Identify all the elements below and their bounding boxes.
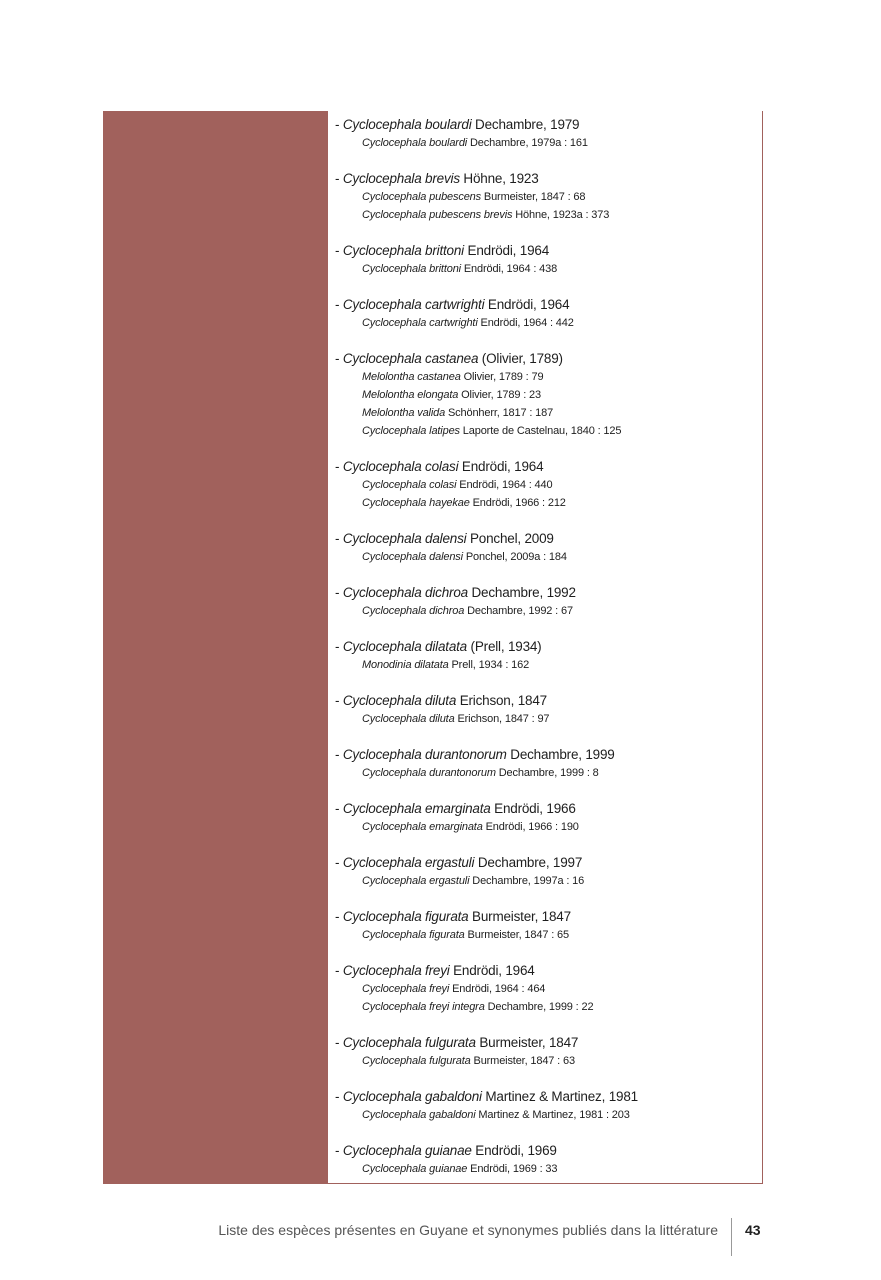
list-dash: - <box>335 909 343 924</box>
list-dash: - <box>335 855 343 870</box>
synonym-name: Cyclocephala fulgurata <box>362 1055 471 1067</box>
list-dash: - <box>335 351 343 366</box>
synonym-line <box>335 872 755 890</box>
synonym-line <box>335 368 755 386</box>
species-entry <box>335 692 755 746</box>
synonym-reference: Endrödi, 1964 : 464 <box>449 983 546 995</box>
page-number: 43 <box>745 1222 761 1238</box>
species-heading <box>335 584 755 602</box>
species-name: Cyclocephala brevis <box>342 171 460 186</box>
synonym-line <box>335 710 755 728</box>
species-name: Cyclocephala gabaldoni <box>342 1089 482 1104</box>
synonym-reference: Erichson, 1847 : 97 <box>454 713 550 725</box>
species-author: Dechambre, 1992 <box>467 585 576 600</box>
species-name: Cyclocephala cartwrighti <box>342 297 485 312</box>
species-author: Dechambre, 1997 <box>474 855 583 870</box>
list-dash: - <box>335 243 343 258</box>
synonym-name: Cyclocephala pubescens brevis <box>362 209 513 221</box>
synonym-line <box>335 1106 755 1124</box>
synonym-name: Cyclocephala figurata <box>362 929 465 941</box>
species-entry <box>335 458 755 530</box>
species-entry <box>335 746 755 800</box>
species-entry <box>335 350 755 458</box>
synonym-line <box>335 656 755 674</box>
species-author: (Olivier, 1789) <box>478 351 563 366</box>
synonym-reference: Dechambre, 1992 : 67 <box>464 605 573 617</box>
synonym-name: Cyclocephala emarginata <box>362 821 483 833</box>
species-heading <box>335 1034 755 1052</box>
synonym-name: Cyclocephala boulardi <box>362 137 468 149</box>
synonym-line <box>335 1052 755 1070</box>
synonym-name: Melolontha castanea <box>362 371 461 383</box>
species-author: Endrödi, 1964 <box>463 243 550 258</box>
synonym-name: Melolontha valida <box>362 407 446 419</box>
synonym-reference: Endrödi, 1966 : 212 <box>469 497 566 509</box>
species-author: Erichson, 1847 <box>456 693 547 708</box>
synonym-reference: Endrödi, 1964 : 438 <box>460 263 558 275</box>
species-heading <box>335 1142 755 1160</box>
species-entry <box>335 1088 755 1142</box>
species-heading <box>335 116 755 134</box>
synonym-line <box>335 1160 755 1178</box>
synonym-name: Cyclocephala diluta <box>362 713 455 725</box>
list-dash: - <box>335 1089 343 1104</box>
synonym-reference: Ponchel, 2009a : 184 <box>462 551 567 563</box>
synonym-name: Cyclocephala freyi <box>362 983 450 995</box>
species-name: Cyclocephala brittoni <box>342 243 464 258</box>
species-name: Cyclocephala figurata <box>342 909 469 924</box>
synonym-line <box>335 314 755 332</box>
species-heading <box>335 800 755 818</box>
synonym-reference: Olivier, 1789 : 79 <box>460 371 544 383</box>
synonym-name: Cyclocephala freyi integra <box>362 1001 485 1013</box>
species-name: Cyclocephala boulardi <box>342 117 472 132</box>
synonym-name: Cyclocephala colasi <box>362 479 457 491</box>
synonym-reference: Prell, 1934 : 162 <box>448 659 530 671</box>
synonym-reference: Dechambre, 1979a : 161 <box>467 137 588 149</box>
synonym-reference: Endrödi, 1966 : 190 <box>482 821 579 833</box>
species-entry <box>335 296 755 350</box>
list-dash: - <box>335 1143 343 1158</box>
list-dash: - <box>335 1035 343 1050</box>
list-dash: - <box>335 747 343 762</box>
synonym-reference: Endrödi, 1969 : 33 <box>467 1163 558 1175</box>
synonym-line <box>335 260 755 278</box>
synonym-name: Melolontha elongata <box>362 389 459 401</box>
species-heading <box>335 746 755 764</box>
species-list <box>335 116 755 1196</box>
synonym-line <box>335 764 755 782</box>
synonym-line <box>335 188 755 206</box>
species-heading <box>335 962 755 980</box>
list-dash: - <box>335 693 343 708</box>
species-name: Cyclocephala fulgurata <box>342 1035 476 1050</box>
synonym-line <box>335 206 755 224</box>
species-author: Dechambre, 1999 <box>506 747 615 762</box>
footer-title: Liste des espèces présentes en Guyane et synonymes publiés dans la littérature <box>218 1222 718 1238</box>
species-name: Cyclocephala dichroa <box>342 585 468 600</box>
synonym-name: Cyclocephala hayekae <box>362 497 470 509</box>
species-heading <box>335 350 755 368</box>
species-author: Höhne, 1923 <box>459 171 539 186</box>
species-name: Cyclocephala dilatata <box>342 639 467 654</box>
synonym-name: Cyclocephala guianae <box>362 1163 468 1175</box>
species-author: Endrödi, 1964 <box>449 963 535 978</box>
species-entry <box>335 530 755 584</box>
species-author: (Prell, 1934) <box>467 639 542 654</box>
synonym-reference: Endrödi, 1964 : 442 <box>477 317 574 329</box>
synonym-line <box>335 476 755 494</box>
species-author: Martinez & Martinez, 1981 <box>481 1089 638 1104</box>
species-heading <box>335 1088 755 1106</box>
synonym-reference: Burmeister, 1847 : 63 <box>470 1055 575 1067</box>
species-entry <box>335 242 755 296</box>
species-author: Endrödi, 1964 <box>458 459 544 474</box>
synonym-name: Cyclocephala ergastuli <box>362 875 470 887</box>
list-dash: - <box>335 963 343 978</box>
species-entry <box>335 584 755 638</box>
species-author: Endrödi, 1966 <box>490 801 576 816</box>
species-entry <box>335 800 755 854</box>
synonym-reference: Dechambre, 1999 : 22 <box>484 1001 594 1013</box>
synonym-name: Cyclocephala gabaldoni <box>362 1109 476 1121</box>
list-dash: - <box>335 639 343 654</box>
species-heading <box>335 692 755 710</box>
synonym-line <box>335 386 755 404</box>
species-name: Cyclocephala dalensi <box>342 531 467 546</box>
list-dash: - <box>335 297 343 312</box>
right-border-rule <box>762 111 763 1184</box>
synonym-line <box>335 602 755 620</box>
synonym-reference: Olivier, 1789 : 23 <box>458 389 541 401</box>
species-author: Endrödi, 1964 <box>484 297 570 312</box>
synonym-line <box>335 980 755 998</box>
list-dash: - <box>335 801 343 816</box>
synonym-name: Cyclocephala pubescens <box>362 191 481 203</box>
species-name: Cyclocephala diluta <box>342 693 457 708</box>
list-dash: - <box>335 171 343 186</box>
synonym-line <box>335 422 755 440</box>
species-heading <box>335 242 755 260</box>
synonym-line <box>335 134 755 152</box>
species-author: Dechambre, 1979 <box>471 117 580 132</box>
footer-divider <box>731 1218 732 1256</box>
synonym-line <box>335 494 755 512</box>
list-dash: - <box>335 585 343 600</box>
synonym-reference: Dechambre, 1997a : 16 <box>469 875 585 887</box>
species-entry <box>335 854 755 908</box>
synonym-reference: Endrödi, 1964 : 440 <box>456 479 553 491</box>
synonym-name: Cyclocephala brittoni <box>362 263 461 275</box>
species-heading <box>335 530 755 548</box>
species-entry <box>335 1142 755 1196</box>
species-author: Burmeister, 1847 <box>468 909 571 924</box>
synonym-reference: Schönherr, 1817 : 187 <box>445 407 554 419</box>
synonym-reference: Dechambre, 1999 : 8 <box>495 767 599 779</box>
species-entry <box>335 116 755 170</box>
synonym-name: Cyclocephala dichroa <box>362 605 465 617</box>
species-author: Endrödi, 1969 <box>471 1143 557 1158</box>
species-entry <box>335 962 755 1034</box>
species-name: Cyclocephala colasi <box>342 459 459 474</box>
synonym-name: Cyclocephala cartwrighti <box>362 317 478 329</box>
species-heading <box>335 908 755 926</box>
species-entry <box>335 638 755 692</box>
species-name: Cyclocephala freyi <box>342 963 450 978</box>
synonym-line <box>335 926 755 944</box>
species-entry <box>335 170 755 242</box>
species-heading <box>335 854 755 872</box>
species-name: Cyclocephala guianae <box>342 1143 472 1158</box>
species-heading <box>335 638 755 656</box>
species-heading <box>335 170 755 188</box>
synonym-reference: Martinez & Martinez, 1981 : 203 <box>475 1109 630 1121</box>
synonym-name: Monodinia dilatata <box>362 659 449 671</box>
synonym-line <box>335 404 755 422</box>
list-dash: - <box>335 117 343 132</box>
synonym-name: Cyclocephala latipes <box>362 425 460 437</box>
synonym-name: Cyclocephala dalensi <box>362 551 463 563</box>
sidebar-color-band <box>103 111 328 1184</box>
synonym-reference: Burmeister, 1847 : 68 <box>481 191 586 203</box>
synonym-reference: Laporte de Castelnau, 1840 : 125 <box>459 425 622 437</box>
synonym-line <box>335 998 755 1016</box>
species-name: Cyclocephala castanea <box>342 351 479 366</box>
list-dash: - <box>335 531 343 546</box>
species-author: Burmeister, 1847 <box>475 1035 579 1050</box>
species-author: Ponchel, 2009 <box>466 531 554 546</box>
species-heading <box>335 296 755 314</box>
species-heading <box>335 458 755 476</box>
species-name: Cyclocephala durantonorum <box>342 747 507 762</box>
species-entry <box>335 1034 755 1088</box>
species-name: Cyclocephala emarginata <box>342 801 491 816</box>
synonym-reference: Burmeister, 1847 : 65 <box>464 929 569 941</box>
synonym-name: Cyclocephala durantonorum <box>362 767 496 779</box>
species-name: Cyclocephala ergastuli <box>342 855 475 870</box>
synonym-reference: Höhne, 1923a : 373 <box>512 209 610 221</box>
synonym-line <box>335 548 755 566</box>
species-entry <box>335 908 755 962</box>
synonym-line <box>335 818 755 836</box>
list-dash: - <box>335 459 343 474</box>
